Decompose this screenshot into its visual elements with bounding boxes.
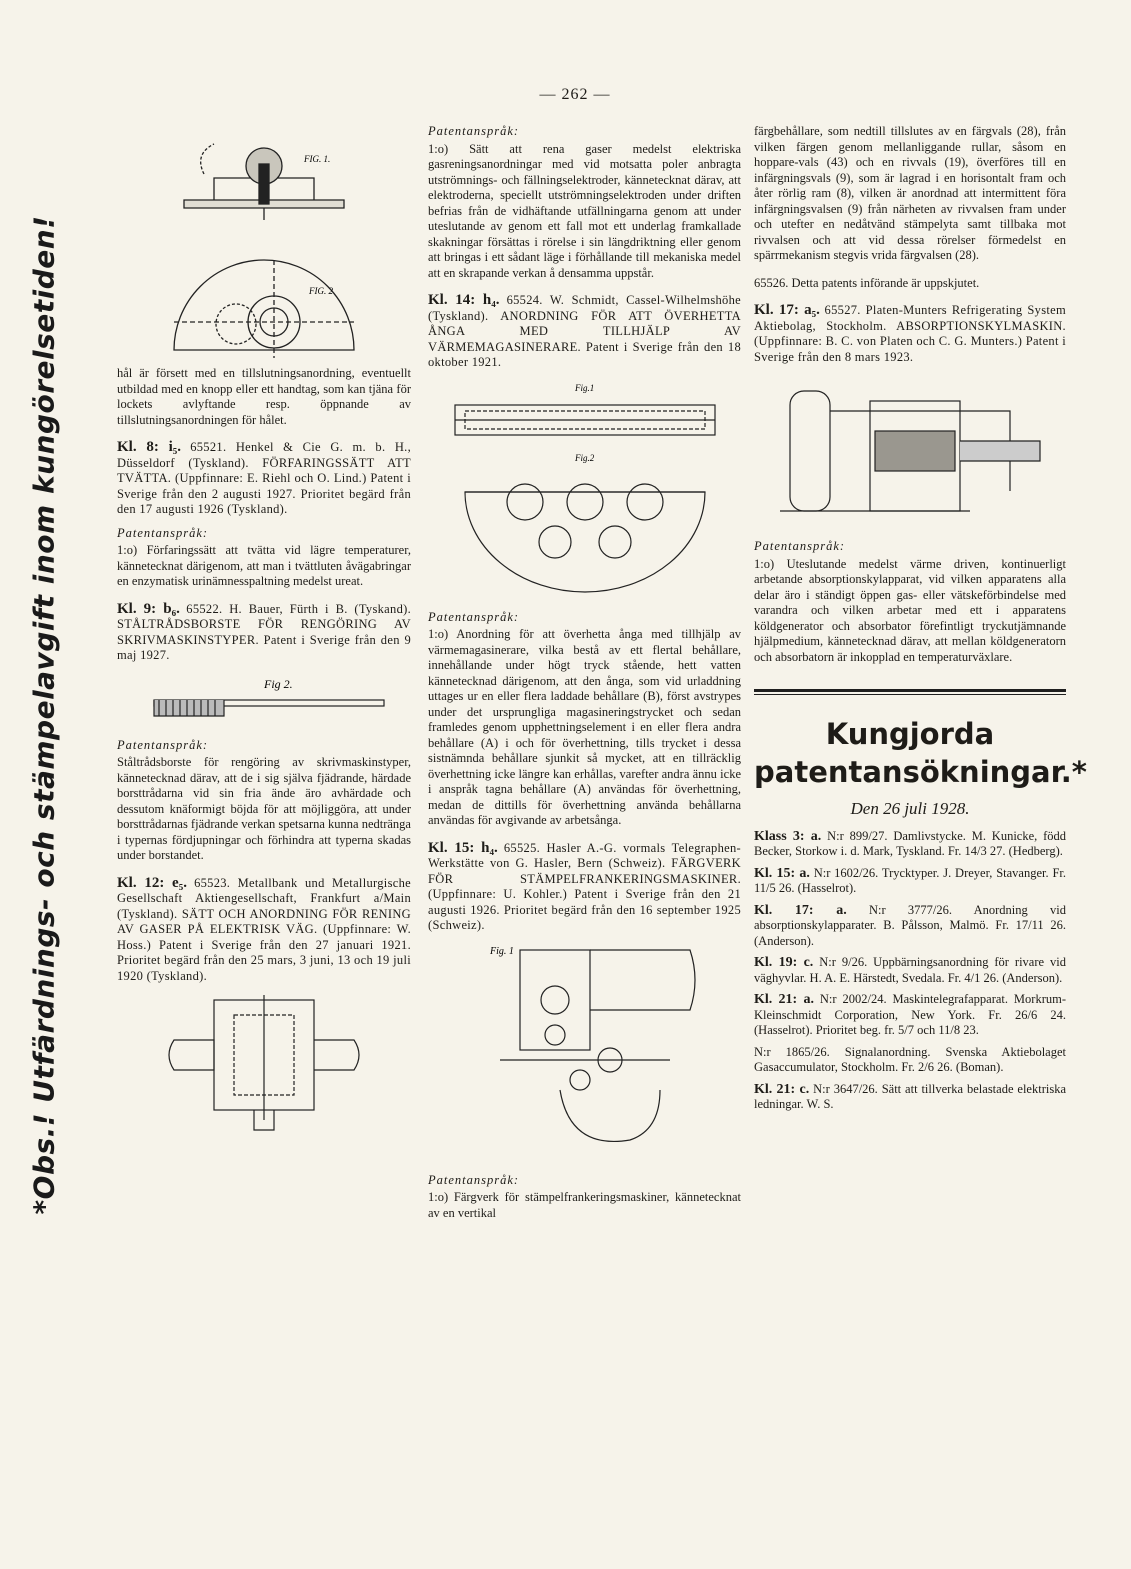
announcement-item xyxy=(754,866,1066,897)
inking-figure-drawing xyxy=(460,940,710,1165)
brush-figure-drawing xyxy=(134,670,394,730)
section-rule-thick xyxy=(754,689,1066,692)
absorption-figure-drawing xyxy=(760,371,1060,531)
entry-text-65524: 65524. W. Schmidt, Cassel-Wilhelmshöhe (Tyskland). ANORDNING FÖR ATT ÖVERHETTA ÅNGA MED TILLHJÄLP AV VÄRMEMAGASINERARE. Patent i Sverige från den 18 oktober 1921. xyxy=(428,293,742,369)
claim-title-65524: Patentanspråk: xyxy=(428,609,520,624)
claim-title-65527: Patentanspråk: xyxy=(754,539,846,553)
announcement-item xyxy=(754,1045,1066,1076)
figure-1-drawing xyxy=(164,134,364,224)
page-number: — 262 — xyxy=(539,86,611,103)
announcement-text: N:r 899/27. Damlivstycke. M. Kunicke, född Becker, Storkow i. d. Mark, Tyskland. Fr. 14/3 27. (Hedberg). xyxy=(754,828,1067,858)
entry-class-65523: Kl. 12: e₅. xyxy=(117,874,187,891)
entry-text-65523: 65523. Metallbank und Metallurgische Gesellschaft Aktiengesellschaft, Frankfurt a/Main (Tyskland). SÄTT OCH ANORDNING FÖR RENING AV GASER PÅ ELEKTRISK VÄG. (Uppfinnare: W. Hoss.) Patent i Sverige från den 27 januari 1921. Prioritet begärd från den 25 mars, 3 juni, 13 och 19 juli 1920 (Tyskland). xyxy=(117,875,411,983)
fig1-label: FIG. 1. xyxy=(304,154,331,164)
announcement-item xyxy=(754,1082,1066,1113)
entry-class-65522: Kl. 9: b₆. xyxy=(117,600,180,617)
column-1 xyxy=(117,128,411,1146)
entry-class-65525: Kl. 15: h₄. xyxy=(428,839,498,856)
entry-text-65521: 65521. Henkel & Cie G. m. b. H., Düsseldorf (Tyskland). FÖRFARINGSSÄTT ATT TVÄTTA. (Uppfinnare: E. Riehl och O. Lind.) Patent i Sverige från den 2 augusti 1927. Prioritet begärd från den 17 augusti 1926 (Tyskland). xyxy=(117,440,412,516)
sidebar-notice-text: *Obs.! Utfärdnings- och stämpelavgift inom kungörelsetiden! xyxy=(27,215,61,1215)
figure-2-drawing xyxy=(164,230,364,360)
announcement-text: N:r 1865/26. Signalanordning. Svenska Aktiebolaget Gasaccumulator, Stockholm. Fr. 2/6 26. (Boman). xyxy=(754,1044,1066,1074)
announcements-date: Den 26 juli 1928. xyxy=(850,799,970,818)
announcement-class: Kl. 19: c. xyxy=(754,955,814,970)
claim-text-65522: Ståltrådsborste för rengöring av skrivmaskinstyper, kännetecknad därav, att de i sig själva fjädrande, härdade borsttrådarna vid sin fria ände äro avhärdade och dessutom knäformigt böjda för att möjliggöra, att under borsttrådarnas fjädrande verkan spetsarna kunna nedtränga i typernas fördjupningar och förhindra att typerna skadas under borstandet. xyxy=(117,755,411,862)
claim-title-65522: Patentanspråk: xyxy=(117,737,209,752)
column-2 xyxy=(428,124,741,1221)
announcement-text: N:r 9/26. Uppbärningsanordning för rivare vid väghyvlar. H. A. E. Härstedt, Svedala. Fr. 4/1 26. (Anderson). xyxy=(754,955,1066,985)
entry-class-65524: Kl. 14: h₄. xyxy=(428,292,500,308)
announcement-class: Kl. 21: c. xyxy=(754,1081,810,1097)
announcement-class: Kl. 21: a. xyxy=(754,992,814,1007)
col3-continued-claim: färgbehållare, som nedtill tillslutes av en färgvals (28), från vilken färgen genom mellanliggande rullar, såsom en hoppare-vals (43) och en rivvals (19), överföres till en infärgningsvals (9), som är lagrad i en horisontalt fram och åter rörlig ram (8), vilken är anordnad att intermittent föra infärgningsvalsen (9) från närheten av rivvalsen fram under och utefter en nedåtvänd stämpelyta samt tillbaka mot rivvalsen och att vid dessa rörelser förmedelst en spärrmekanism stegvis vrida färgvalsen (28). xyxy=(754,124,1066,262)
fig2-label: FIG. 2 xyxy=(309,286,333,296)
claim-title-65523: Patentanspråk: xyxy=(428,124,520,138)
entry-65526: 65526. Detta patents införande är uppskjutet. xyxy=(754,275,980,290)
col1-paragraph: hål är försett med en tillslutningsanordning, eventuellt utbildad med en knopp eller ett handtag, som kan tjäna för lockets avlyftande resp. öppnande av tillslutningsanordningen för hålet. xyxy=(117,366,411,427)
claim-text-65527: 1:o) Uteslutande medelst värme driven, kontinuerligt arbetande absorptionskylapparat, vid vilken apparatens alla delar äro i ständigt öppen gas- eller vätskeförbindelse med varandra och vilken arbetar med ett i apparatens köldgenerator och absorbator förefintligt tryckutjämnande hjälpmedium, kännetecknad därav, att mellan köldgeneratorn och absorbatorn är inkopplad en temperaturväxlare. xyxy=(754,556,1066,664)
entry-class-65527: Kl. 17: a₅. xyxy=(754,302,820,318)
claim-text-65525: 1:o) Färgverk för stämpelfrankeringsmaskiner, kännetecknat av en vertikal xyxy=(428,1190,741,1220)
steam-fig2-label: Fig.2 xyxy=(574,452,594,463)
announcement-text: N:r 2002/24. Maskintelegrafapparat. Morkrum-Kleinschmidt Corporation, New York. Fr. 26/6 24. (Hasselrot). Prioritet beg. fr. 5/7 och 11/8 23. xyxy=(754,992,1067,1037)
announcement-item xyxy=(754,903,1066,950)
sidebar-notice xyxy=(14,130,74,1300)
brush-fig-label: Fig 2. xyxy=(264,676,293,691)
announcement-class: Kl. 15: a. xyxy=(754,865,810,881)
announcement-class: Klass 3: a. xyxy=(754,828,822,844)
entry-class-65521: Kl. 8: i₅. xyxy=(117,439,182,455)
steam-figure-drawing xyxy=(445,377,725,602)
gas-cleaner-figure-drawing xyxy=(164,990,364,1140)
entry-text-65527: 65527. Platen-Munters Refrigerating System Aktiebolag, Stockholm. ABSORPTIONSKYLMASKIN. (Uppfinnare: B. C. von Platen och C. G. Munters.) Patent i Sverige från den 8 mars 1923. xyxy=(754,303,1066,364)
claim-title-65521: Patentanspråk: xyxy=(117,525,209,540)
entry-text-65525: 65525. Hasler A.-G. vormals Telegraphen-Werkstätte von G. Hasler, Bern (Schweiz). FÄRGVERK FÖR STÄMPELFRANKERINGSMASKINER. (Uppfinnare: U. Kohler.) Patent i Sverige från den 21 augusti 1926. Prioritet begärd från den 16 september 1925 (Schweiz). xyxy=(428,840,742,932)
announcement-item xyxy=(754,955,1066,986)
steam-fig1-label: Fig.1 xyxy=(574,382,594,393)
announcement-text: N:r 1602/26. Trycktyper. J. Dreyer, Stavanger. Fr. 11/5 26. (Hasselrot). xyxy=(754,865,1066,895)
entry-text-65522: 65522. H. Bauer, Fürth i B. (Tyskand). STÅLTRÅDSBORSTE FÖR RENGÖRING AV SKRIVMASKINSTYPER. Patent i Sverige från den 9 maj 1927. xyxy=(117,601,412,662)
claim-text-65521: 1:o) Förfaringssätt att tvätta vid lägre temperaturer, kännetecknat därigenom, att man i tvättluten åvägabringar en enzymatisk urinämnesspaltning medelst ureat. xyxy=(117,543,411,588)
claim-text-65523: 1:o) Sätt att rena gaser medelst elektriska gasreningsanordningar med vid motsatta poler anbragta utströmnings- och fällningselektroder, kännetecknat därav, att elektroderna, speciellt utströmningselektroden under driften befrias från de vidhäftande utfällningarna genom att under uteslutande av genom ett fall mot ett underlag framkallade skakningar försättas i rörelse i sin längdriktning eller genom att bringas i ett sådant läge i förhållande till mekaniska medel att en skrapande verkan å densamma uppstår. xyxy=(428,141,741,280)
column-3 xyxy=(754,124,1087,1113)
claim-title-65525: Patentanspråk: xyxy=(428,1172,520,1187)
section-rule-thin xyxy=(754,694,1066,695)
announcements-heading: Kungjorda patentansökningar.* xyxy=(754,717,1087,789)
claim-text-65524: 1:o) Anordning för att överhetta ånga med tillhjälp av värmemagasinerare, vilka bestå av ett flertal behållare, innehållande under högt tryck stående, hett vatten kännetecknad därigenom, att den ånga, som vid urladdning uttages ur en eller flera laddade behållare (B), först avstrypes under det ursprungliga magasineringstrycket och sedan framledes genom upphettningselement i en eller flera andra behållare (A) i och för överhettning, tills trycket i dessa sistnämnda behållare sjunkit så mycket, att en tillräcklig överhettning icke längre kan erhållas, varefter andra ännu icke i anspråk tagna behållare (A) användas för överhettning, medan de dittills för överhettning använda behållarna användas för avgivande av arbetsånga. xyxy=(428,627,741,827)
announcement-text: N:r 3777/26. Anordning vid absorptionskylapparater. B. Pålsson, Malmö. Fr. 17/11 26. (Anderson). xyxy=(754,902,1066,948)
announcement-class: Kl. 17: a. xyxy=(754,902,847,918)
announcement-text: N:r 3647/26. Sätt att tillverka belastade elektriska ledningar. W. S. xyxy=(754,1081,1066,1111)
announcement-item xyxy=(754,992,1066,1039)
announcement-item xyxy=(754,829,1066,860)
inking-fig-label: Fig. 1 xyxy=(489,945,514,957)
